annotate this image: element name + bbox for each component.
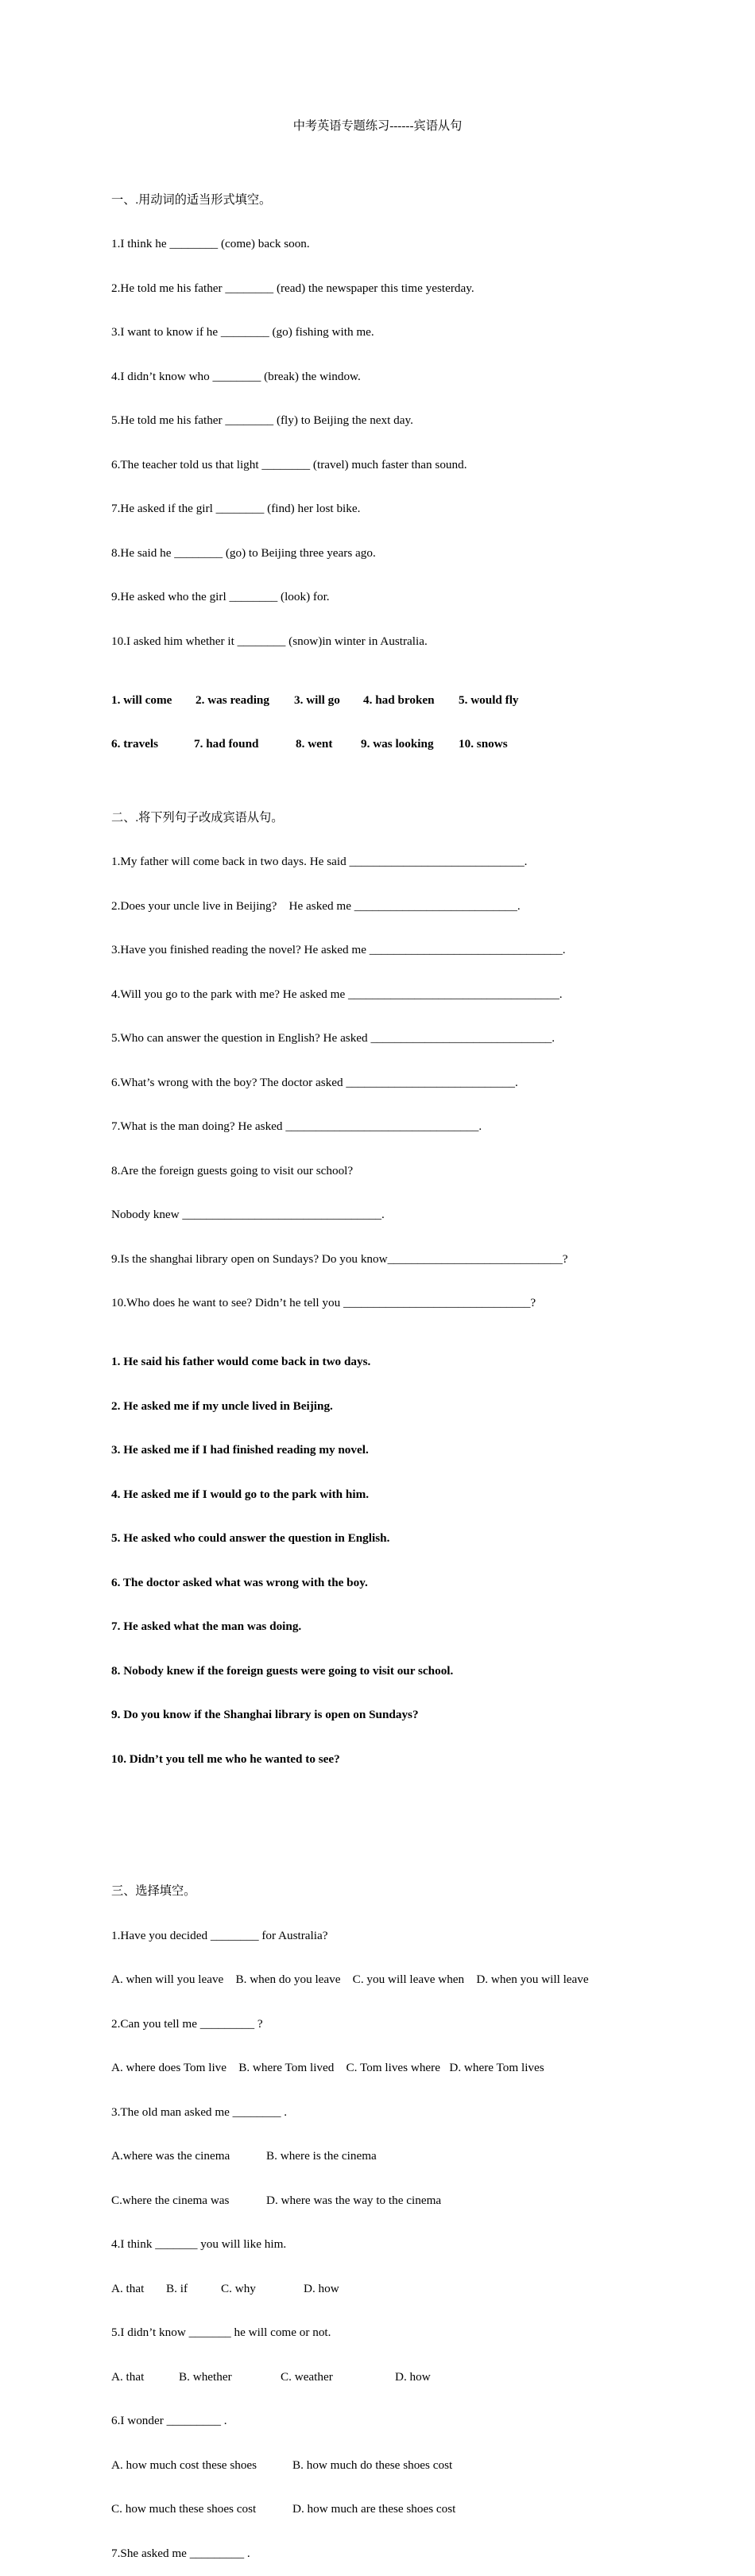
s3-question: 5.I didn’t know _______ he will come or not. bbox=[111, 2326, 331, 2339]
s1-question: 10.I asked him whether it ________ (snow)in winter in Australia. bbox=[111, 634, 428, 648]
s2-answer: 2. He asked me if my uncle lived in Beijing. bbox=[111, 1399, 333, 1413]
s1-answer: 7. had found bbox=[194, 737, 259, 751]
s2-answer: 4. He asked me if I would go to the park with him. bbox=[111, 1487, 370, 1501]
page-title: 中考英语专题练习------宾语从句 bbox=[292, 119, 463, 133]
worksheet-page bbox=[111, 90, 739, 2576]
s2-question: 3.Have you finished reading the novel? He asked me ________________________________. bbox=[111, 943, 566, 956]
s3-option: A. that bbox=[111, 2369, 145, 2384]
s1-question: 2.He told me his father ________ (read) the newspaper this time yesterday. bbox=[111, 281, 474, 295]
section2-heading: 二、.将下列句子改成宾语从句。 bbox=[111, 810, 284, 824]
section1-heading: 一、.用动词的适当形式填空。 bbox=[111, 192, 272, 207]
s1-answer: 3. will go bbox=[294, 692, 340, 707]
s1-answer: 4. had broken bbox=[363, 692, 435, 707]
s2-question: Nobody knew _________________________________. bbox=[111, 1208, 385, 1221]
s3-options-row bbox=[111, 2458, 739, 2473]
s3-options-row bbox=[111, 2502, 739, 2517]
s3-option: A. how much cost these shoes bbox=[111, 2458, 257, 2472]
s3-question: 3.The old man asked me ________ . bbox=[111, 2105, 288, 2119]
s2-question: 2.Does your uncle live in Beijing? He asked me ___________________________. bbox=[111, 898, 521, 913]
s1-answer: 5. would fly bbox=[459, 692, 519, 707]
s2-answer: 8. Nobody knew if the foreign guests were going to visit our school. bbox=[111, 1663, 454, 1678]
s1-question: 5.He told me his father ________ (fly) to Beijing the next day. bbox=[111, 413, 413, 427]
s3-option: D. how bbox=[395, 2369, 431, 2384]
s3-option: C. how much these shoes cost bbox=[111, 2502, 257, 2516]
s2-question: 1.My father will come back in two days. He said _____________________________. bbox=[111, 855, 528, 868]
s3-options: A. when will you leave B. when do you leave C. you will leave when D. when you will leave bbox=[111, 1973, 589, 1986]
s1-answer: 1. will come bbox=[111, 692, 172, 707]
s2-answer: 5. He asked who could answer the question in English. bbox=[111, 1531, 390, 1545]
s1-question: 7.He asked if the girl ________ (find) her lost bike. bbox=[111, 502, 361, 515]
s3-options-row bbox=[111, 2149, 739, 2164]
s3-option: D. where was the way to the cinema bbox=[266, 2193, 442, 2207]
s2-answer: 7. He asked what the man was doing. bbox=[111, 1620, 302, 1633]
s1-answer: 6. travels bbox=[111, 737, 159, 751]
s3-option: D. how bbox=[304, 2281, 339, 2295]
s2-answer: 6. The doctor asked what was wrong with the boy. bbox=[111, 1575, 368, 1589]
s3-option: B. if bbox=[166, 2281, 188, 2295]
s1-answer: 2. was reading bbox=[196, 692, 269, 707]
s1-question: 6.The teacher told us that light ________ (travel) much faster than sound. bbox=[111, 457, 467, 471]
s3-option: C. why bbox=[221, 2281, 256, 2295]
s2-question: 6.What’s wrong with the boy? The doctor asked ____________________________. bbox=[111, 1075, 518, 1089]
s1-question: 3.I want to know if he ________ (go) fishing with me. bbox=[111, 325, 374, 339]
s1-answer: 9. was looking bbox=[361, 737, 434, 751]
s2-question: 9.Is the shanghai library open on Sundays? Do you know_____________________________? bbox=[111, 1251, 568, 1266]
s3-options-row bbox=[111, 2282, 739, 2297]
s3-option: C. weather bbox=[281, 2369, 333, 2384]
s3-option: A.where was the cinema bbox=[111, 2149, 230, 2163]
s3-question: 2.Can you tell me _________ ? bbox=[111, 2016, 263, 2031]
s1-question: 9.He asked who the girl ________ (look) for. bbox=[111, 590, 330, 603]
blank-line bbox=[111, 1811, 739, 1826]
s2-answer: 9. Do you know if the Shanghai library is open on Sundays? bbox=[111, 1708, 419, 1721]
s2-question: 4.Will you go to the park with me? He asked me ___________________________________. bbox=[111, 987, 563, 1001]
s3-option: C.where the cinema was bbox=[111, 2193, 230, 2207]
s3-option: D. how much are these shoes cost bbox=[292, 2502, 456, 2516]
s1-question: 4.I didn’t know who ________ (break) the window. bbox=[111, 369, 361, 383]
s3-question: 4.I think _______ you will like him. bbox=[111, 2237, 287, 2251]
s3-option: B. where is the cinema bbox=[266, 2149, 377, 2163]
section3-heading: 三、选择填空。 bbox=[111, 1884, 196, 1898]
s3-option: A. that bbox=[111, 2281, 145, 2295]
s3-option: B. whether bbox=[179, 2369, 232, 2384]
s3-question: 7.She asked me _________ . bbox=[111, 2546, 250, 2560]
s2-answer: 10. Didn’t you tell me who he wanted to see? bbox=[111, 1752, 340, 1766]
s2-question: 5.Who can answer the question in English? He asked ______________________________. bbox=[111, 1031, 556, 1045]
s3-options: A. where does Tom live B. where Tom lived C. Tom lives where D. where Tom lives bbox=[111, 2061, 544, 2074]
s2-question: 7.What is the man doing? He asked ________________________________. bbox=[111, 1119, 482, 1133]
s1-answer: 8. went bbox=[296, 737, 333, 751]
s1-answers-row bbox=[111, 693, 739, 708]
s3-option: B. how much do these shoes cost bbox=[292, 2458, 453, 2472]
s3-question: 6.I wonder _________ . bbox=[111, 2414, 227, 2427]
s2-answer: 1. He said his father would come back in two days. bbox=[111, 1355, 371, 1368]
s2-answer: 3. He asked me if I had finished reading my novel. bbox=[111, 1443, 369, 1457]
s1-question: 8.He said he ________ (go) to Beijing three years ago. bbox=[111, 545, 376, 560]
s1-question: 1.I think he ________ (come) back soon. bbox=[111, 237, 310, 250]
s1-answer: 10. snows bbox=[459, 737, 508, 751]
s2-question: 8.Are the foreign guests going to visit our school? bbox=[111, 1163, 354, 1177]
s3-options-row bbox=[111, 2194, 739, 2209]
s3-question: 1.Have you decided ________ for Australia? bbox=[111, 1928, 328, 1942]
s3-options-row bbox=[111, 2370, 739, 2385]
s1-answers-row bbox=[111, 737, 739, 752]
s2-question: 10.Who does he want to see? Didn’t he tell you _______________________________? bbox=[111, 1296, 536, 1309]
